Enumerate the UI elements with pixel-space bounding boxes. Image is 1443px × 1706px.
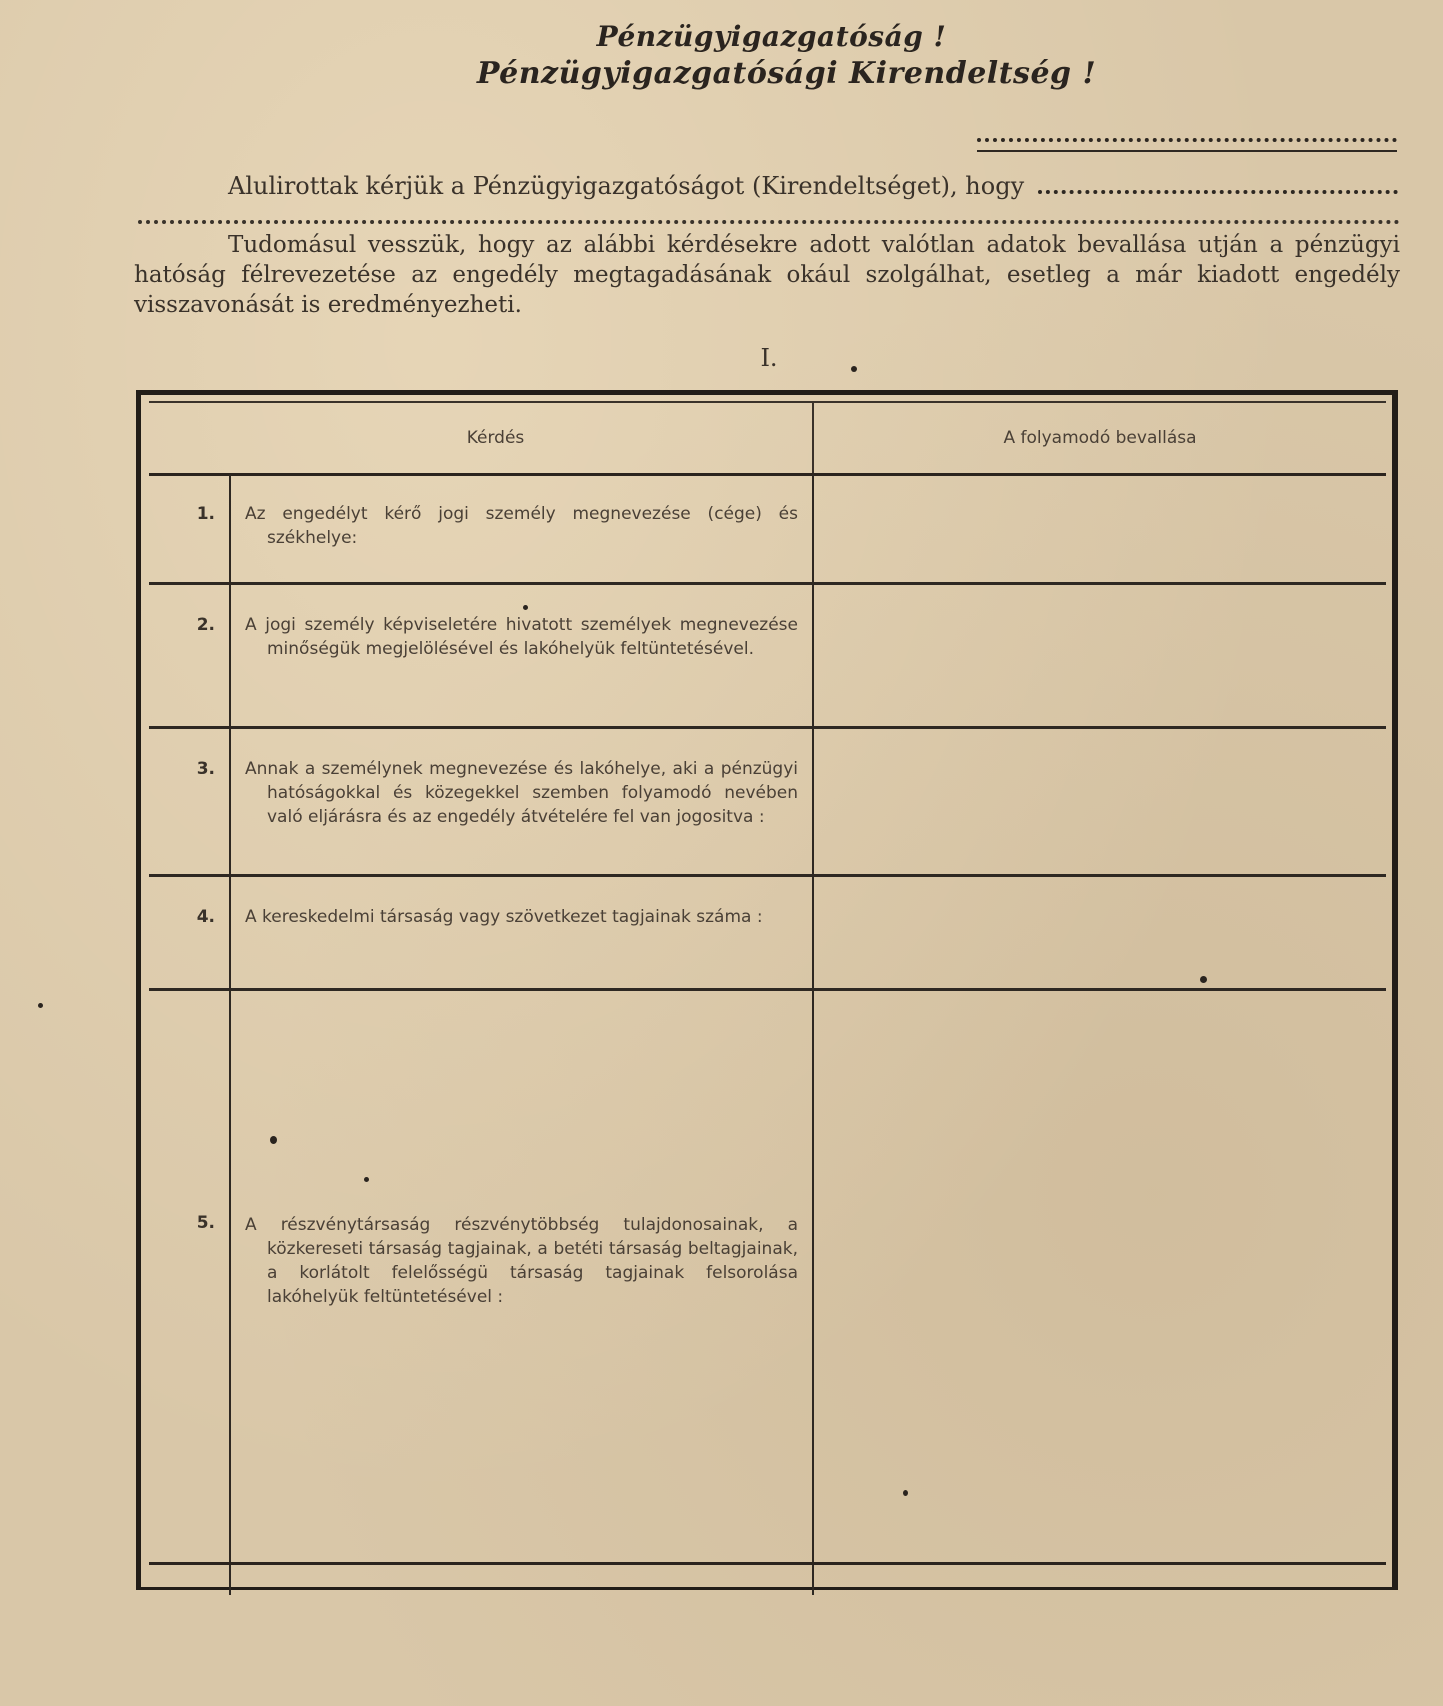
ink-speck	[851, 366, 857, 372]
row-number: 4.	[149, 877, 231, 988]
row-question-text: Annak a személynek megnevezése és lakóhelye, aki a pénzügyi hatóságokkal és közegekkel szemben folyamodó nevében való eljárásra és az engedély átvételére fel van jogositva :	[245, 759, 798, 827]
notice-text: Tudomásul vesszük, hogy az alábbi kérdésekre adott valótlan adatok bevallása utján a pénzügyi hatóság félrevezetése az engedély megtagadásának okául szolgálhat, esetleg a már kiadott engedély visszavonását is eredményezheti.	[134, 232, 1400, 318]
ink-speck	[38, 1003, 43, 1008]
row-question-text: Az engedélyt kérő jogi személy megnevezése (cége) és székhelye:	[245, 504, 798, 548]
ink-speck	[364, 1177, 369, 1182]
table-row	[149, 991, 1386, 1565]
row-question	[231, 991, 814, 1562]
answer-field[interactable]	[814, 729, 1386, 874]
row-number-empty	[149, 1565, 231, 1595]
row-question-empty	[231, 1565, 814, 1595]
request-line	[228, 172, 1398, 200]
answer-field[interactable]	[814, 474, 1386, 582]
ink-speck	[523, 605, 528, 610]
ink-speck	[903, 1490, 908, 1496]
table-header	[149, 401, 1386, 476]
row-question-text: A kereskedelmi társaság vagy szövetkezet tagjainak száma :	[245, 907, 763, 927]
ink-speck	[270, 1136, 277, 1144]
question-table	[136, 390, 1398, 1590]
table-row	[149, 877, 1386, 991]
request-fill-line[interactable]	[1038, 176, 1398, 194]
row-question-text: A részvénytársaság részvénytöbbség tulajdonosainak, a közkereseti társaság tagjainak, a betéti társaság beltagjainak, a korlátolt felelősségü társaság tagjainak felsorolása lakóhelyük feltüntetésével :	[245, 1215, 798, 1307]
answer-field[interactable]	[814, 877, 1386, 988]
answer-field[interactable]	[814, 991, 1386, 1562]
row-question-text: A jogi személy képviseletére hivatott személyek megnevezése minőségük megjelölésével és lakóhelyük feltüntetésével.	[245, 615, 798, 659]
place-date-fill-line[interactable]	[977, 128, 1397, 142]
row-question	[231, 474, 814, 582]
answer-field-empty[interactable]	[814, 1565, 1386, 1595]
request-continuation-fill-line[interactable]	[138, 214, 1400, 224]
table-row	[149, 585, 1386, 729]
answer-field[interactable]	[814, 585, 1386, 726]
column-header-answer: A folyamodó bevallása	[1003, 428, 1197, 448]
table-row	[149, 474, 1386, 585]
table-row-empty	[149, 1565, 1386, 1595]
row-question	[231, 729, 814, 874]
ink-speck	[1200, 976, 1207, 983]
row-number: 3.	[149, 729, 231, 874]
header-line-1: Pénzügyigazgatóság !	[596, 20, 947, 53]
request-text: Alulirottak kérjük a Pénzügyigazgatóságot (Kirendeltséget), hogy	[228, 172, 1025, 200]
row-number: 2.	[149, 585, 231, 726]
column-header-question: Kérdés	[149, 403, 814, 473]
header-line-2: Pénzügyigazgatósági Kirendeltség !	[476, 56, 1097, 91]
place-date-underline	[977, 150, 1397, 152]
row-number: 1.	[149, 474, 231, 582]
row-question	[231, 877, 814, 988]
row-number: 5.	[149, 991, 231, 1562]
table-row	[149, 729, 1386, 877]
notice-paragraph	[134, 230, 1400, 320]
section-number: I.	[760, 344, 778, 372]
